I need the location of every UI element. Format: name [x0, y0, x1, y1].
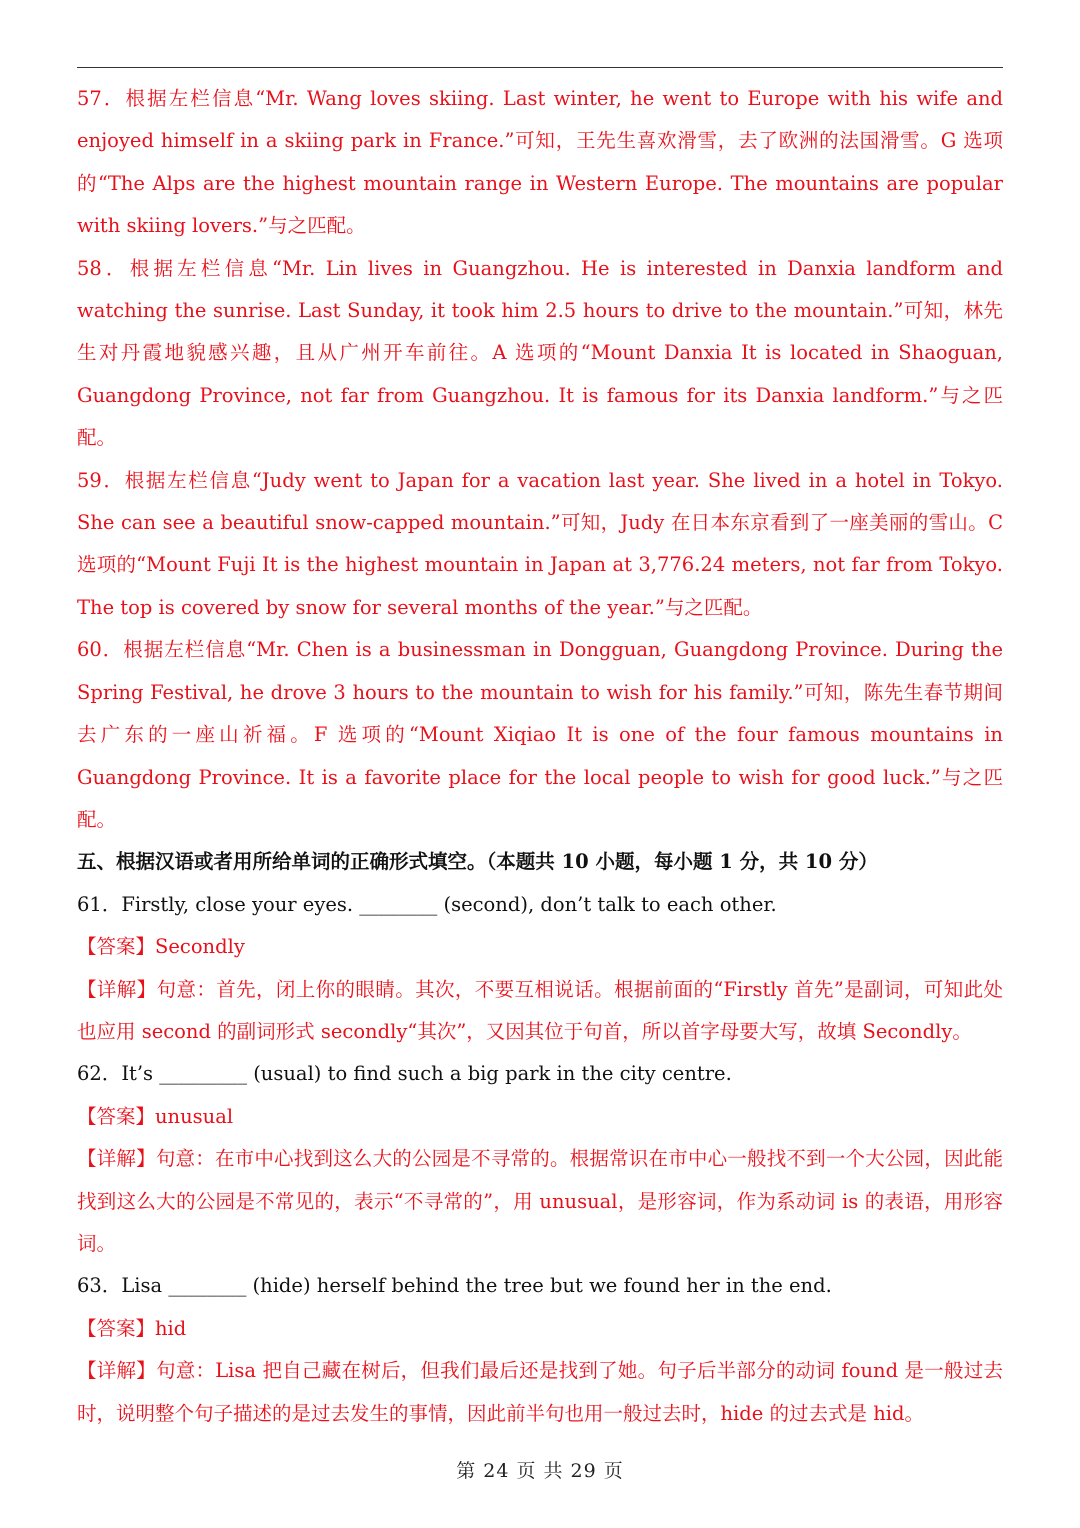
detail-62: 【详解】句意：在市中心找到这么大的公园是不寻常的。根据常识在市中心一般找不到一个大公园，因此能找到这么大的公园是不常见的，表示“不寻常的”，用 unusual，是形容词，作为系动词 is 的表语，用形容词。 [77, 1147, 1003, 1255]
explanation-57: 57．根据左栏信息“Mr. Wang loves skiing. Last winter, he went to Europe with his wife and enjoyed himself in a skiing park in France.”可知，王先生喜欢滑雪，去了欧洲的法国滑雪。G 选项的“The Alps are the highest mountain range in Western Europe. The mountains are popular with skiing lovers.”与之匹配。 [77, 87, 1003, 238]
question-63: 63．Lisa ________ (hide) herself behind the tree but we found her in the end. [77, 1274, 832, 1298]
detail-61: 【详解】句意：首先，闭上你的眼睛。其次，不要互相说话。根据前面的“Firstly 首先”是副词，可知此处也应用 second 的副词形式 secondly“其次”，又因其位于句首，所以首字母要大写，故填 Secondly。 [77, 977, 1003, 1043]
answer-63: 【答案】hid [77, 1316, 187, 1340]
answer-61: 【答案】Secondly [77, 935, 245, 959]
explanation-59: 59．根据左栏信息“Judy went to Japan for a vacation last year. She lived in a hotel in Tokyo. She can see a beautiful snow-capped mountain.”可知，Judy 在日本东京看到了一座美丽的雪山。C 选项的“Mount Fuji It is the highest mountain in Japan at 3,776.24 meters, not far from Tokyo. The top is covered by snow for several months of the year.”与之匹配。 [77, 468, 1003, 619]
section-heading: 五、根据汉语或者用所给单词的正确形式填空。（本题共 10 小题，每小题 1 分，共 10 分） [77, 850, 878, 874]
explanation-58: 58．根据左栏信息“Mr. Lin lives in Guangzhou. He is interested in Danxia landform and watching the sunrise. Last Sunday, it took him 2.5 hours to drive to the mountain.”可知，林先生对丹霞地貌感兴趣，且从广州开车前往。A 选项的“Mount Danxia It is located in Shaoguan, Guangdong Province, not far from Guangzhou. It is famous for its Danxia landform.”与之匹配。 [77, 256, 1003, 450]
detail-63: 【详解】句意：Lisa 把自己藏在树后，但我们最后还是找到了她。句子后半部分的动词 found 是一般过去时，说明整个句子描述的是过去发生的事情，因此前半句也用一般过去时，hide 的过去式是 hid。 [77, 1359, 1003, 1425]
answer-62: 【答案】unusual [77, 1104, 234, 1128]
explanation-60: 60．根据左栏信息“Mr. Chen is a businessman in Dongguan, Guangdong Province. During the Spring Festival, he drove 3 hours to the mountain to wish for his family.”可知，陈先生春节期间去广东的一座山祈福。F 选项的“Mount Xiqiao It is one of the four famous mountains in Guangdong Province. It is a favorite place for the local people to wish for good luck.”与之匹配。 [77, 638, 1003, 831]
header-rule [77, 67, 1003, 68]
page-number-footer: 第 24 页 共 29 页 [456, 1460, 624, 1482]
question-62: 62．It’s _________ (usual) to find such a big park in the city centre. [77, 1062, 732, 1086]
page-content [77, 78, 1003, 1435]
question-61: 61．Firstly, close your eyes. ________ (second), don’t talk to each other. [77, 892, 777, 916]
